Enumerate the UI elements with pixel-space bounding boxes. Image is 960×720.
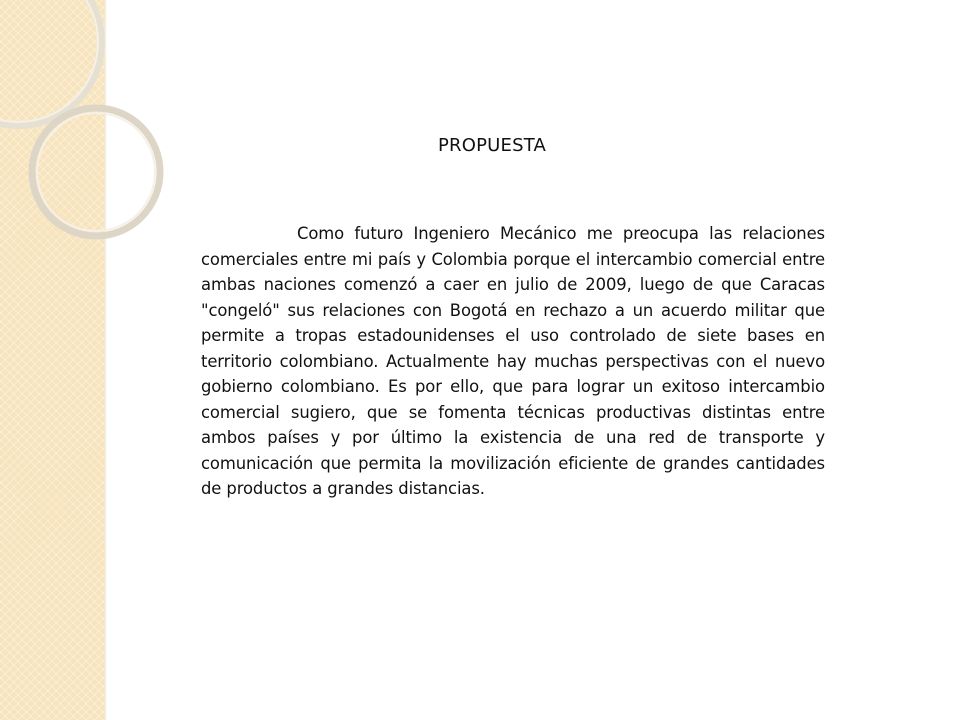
side-band-edge — [104, 0, 107, 720]
decorative-side-band — [0, 0, 105, 720]
slide-body-paragraph: Como futuro Ingeniero Mecánico me preocupa las relaciones comerciales entre mi país y Colombia porque el intercambio comercial entre ambas naciones comenzó a caer en julio de 2009, luego de que Caracas "congeló" sus relaciones con Bogotá en rechazo a un acuerdo militar que permite a tropas estadounidenses el uso controlado de siete bases en territorio colombiano. Actualmente hay muchas perspectivas con el nuevo gobierno colombiano. Es por ello, que para lograr un exitoso intercambio comercial sugiero, que se fomenta técnicas productivas distintas entre ambos países y por último la existencia de una red de transporte y comunicación que permita la movilización eficiente de grandes cantidades de productos a grandes distancias. — [201, 224, 825, 498]
slide-title: PROPUESTA — [438, 135, 547, 156]
